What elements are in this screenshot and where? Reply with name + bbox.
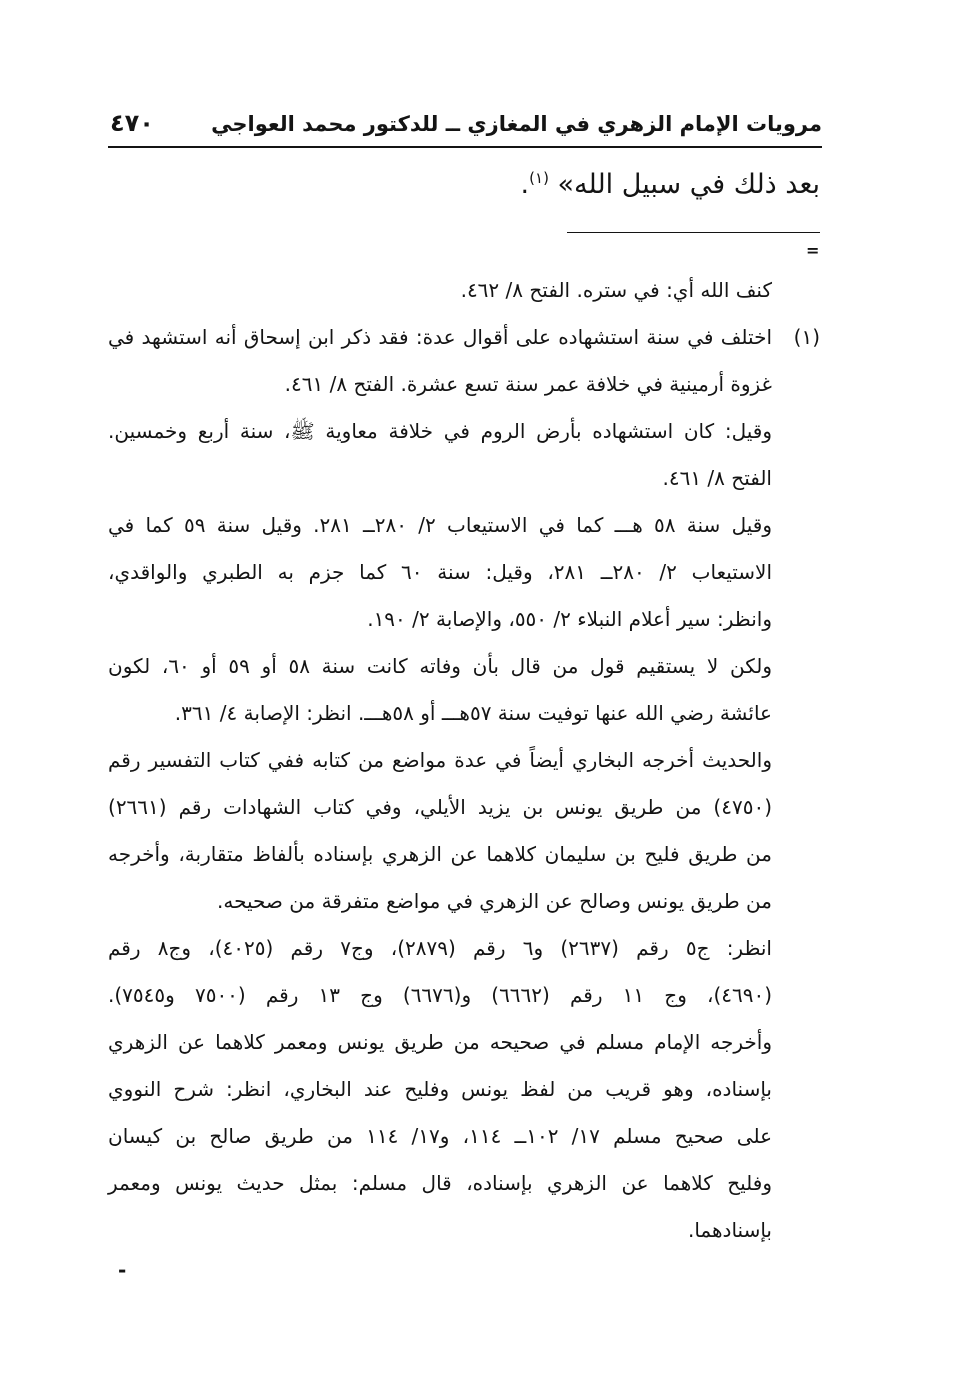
page-number: ٤٧٠ bbox=[110, 109, 154, 137]
footnote-line: وقيل: كان استشهاده بأرض الروم في خلافة معاوية ﷺ، سنة أربع وخمسين. bbox=[108, 419, 772, 443]
footnote-line: (٤٦٩٠)، وج ١١ رقم (٦٦٦٢) و(٦٦٧٦) وج ١٣ رقم (٧٥٠٠ و٧٥٤٥). bbox=[108, 983, 773, 1007]
continuation-mark-top: = bbox=[806, 241, 820, 260]
footnote-line: انظر: ج٥ رقم (٢٦٣٧) و٦ رقم (٢٨٧٩)، وج٧ رقم (٤٠٢٥)، وج٨ رقم bbox=[108, 936, 772, 960]
footnote-line: على صحيح مسلم ١٧/ ١٠٢ــ ١١٤، و١٧/ ١١٤ من طريق صالح بن كيسان bbox=[108, 1124, 772, 1148]
footnote-line: اختلف في سنة استشهاده على أقوال عدة: فقد ذكر ابن إسحاق أنه استشهد في bbox=[108, 325, 772, 349]
footnote-line: وقيل سنة ٥٨ هـــ كما في الاستيعاب ٢/ ٢٨٠ــ ٢٨١. وقيل سنة ٥٩ كما في bbox=[108, 513, 772, 537]
continuation-mark-bottom: - bbox=[118, 1258, 127, 1282]
main-text-line bbox=[521, 165, 820, 205]
footnotes bbox=[108, 267, 772, 1254]
footnote-line: غزوة أرمينية في خلافة عمر سنة تسع عشرة. الفتح ٨/ ٤٦١. bbox=[284, 372, 772, 396]
footnote-line: عائشة رضي الله عنها توفيت سنة ٥٧هـــ أو ٥٨هـــ. انظر: الإصابة ٤/ ٣٦١. bbox=[174, 701, 772, 725]
running-header-title: مرويات الإمام الزهري في المغازي ــ للدكتور محمد العواجي bbox=[211, 112, 822, 136]
footnote-line: من طريق فليح بن سليمان كلاهما عن الزهري بإسناده بألفاظ متقاربة، وأخرجه bbox=[108, 842, 772, 866]
footnote-line: من طريق يونس وصالح عن الزهري في مواضع متفرقة من صحيحه. bbox=[217, 889, 772, 913]
footnote-line: الاستيعاب ٢/ ٢٨٠ــ ٢٨١، وقيل: سنة ٦٠ كما جزم به الطبري والواقدي، bbox=[108, 560, 773, 584]
footnote-line: والحديث أخرجه البخاري أيضاً في عدة مواضع من كتابه ففي كتاب التفسير رقم bbox=[108, 748, 772, 772]
footnote-line: وأخرجه الإمام مسلم في صحيحه من طريق يونس ومعمر كلاهما عن الزهري bbox=[108, 1030, 772, 1054]
footnote-line: بإسنادهما. bbox=[687, 1218, 772, 1242]
main-text: بعد ذلك في سبيل الله» bbox=[548, 169, 820, 200]
footnote-reference: (١) bbox=[529, 169, 549, 187]
footnote-line: وانظر: سير أعلام النبلاء ٢/ ٥٥٠، والإصابة ٢/ ١٩٠. bbox=[367, 607, 772, 631]
header-rule bbox=[108, 146, 822, 148]
main-text-end: . bbox=[520, 169, 530, 200]
footnote-line: الفتح ٨/ ٤٦١. bbox=[662, 466, 772, 490]
footnote-separator bbox=[567, 232, 820, 233]
footnote-line: (٤٧٥٠) من طريق يونس بن يزيد الأيلي، وفي كتاب الشهادات رقم (٢٦٦١) bbox=[108, 795, 772, 819]
footnote-line: وفليح كلاهما عن الزهري بإسناده، قال مسلم: بمثل حديث يونس ومعمر bbox=[108, 1171, 772, 1195]
footnote-line: ولكن لا يستقيم قول من قال بأن وفاته كانت سنة ٥٨ أو ٥٩ أو ٦٠، لكون bbox=[108, 654, 772, 678]
footnote-marker-1: (١) bbox=[793, 325, 820, 349]
footnote-line: بإسناده، وهو قريب من لفظ يونس وفليح عند البخاري، انظر: شرح النووي bbox=[108, 1077, 772, 1101]
footnote-carry-over-line: كنف الله أي: في ستره. الفتح ٨/ ٤٦٢. bbox=[460, 278, 772, 302]
